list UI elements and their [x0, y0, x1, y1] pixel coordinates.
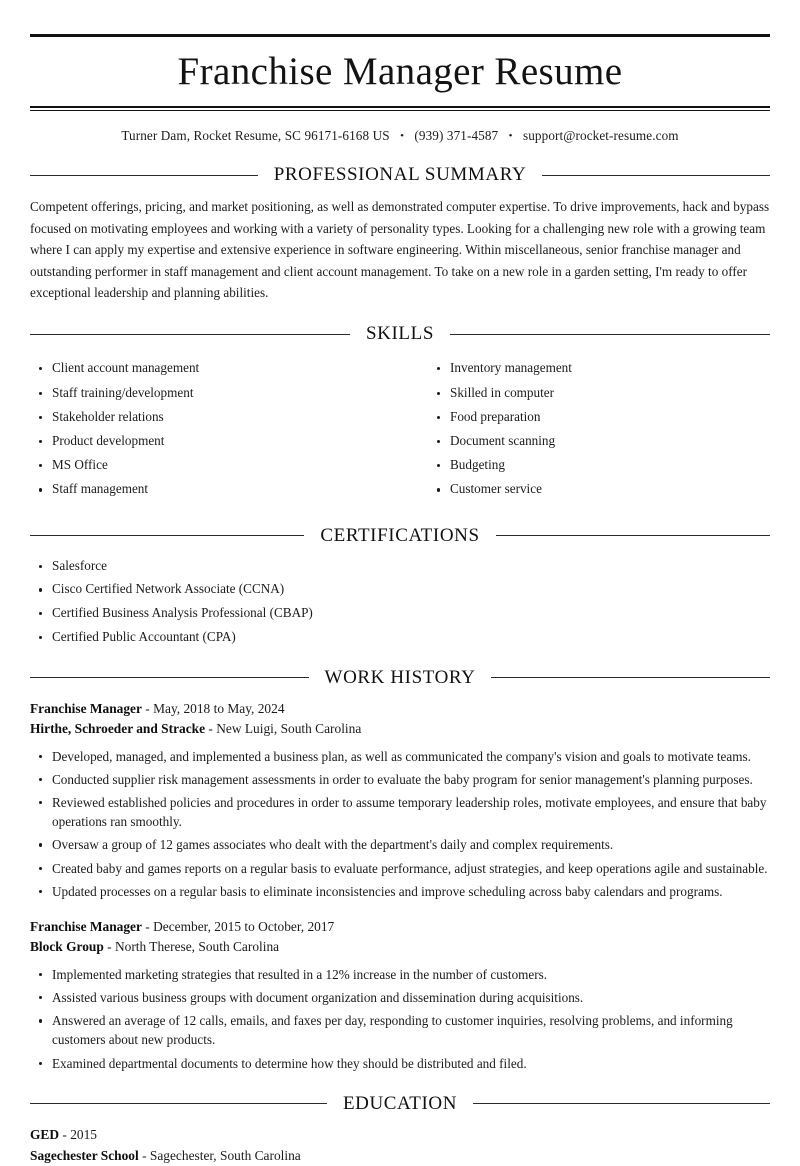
- job-bullets: [30, 747, 770, 901]
- resume-header: [30, 34, 770, 144]
- list-item: Created baby and games reports on a regular basis to evaluate performance, adjust strategies, and keep operations agile and sustainable.: [30, 859, 770, 878]
- section-heading-certifications: [30, 525, 770, 547]
- list-item: Skilled in computer: [428, 384, 770, 403]
- heading-rule-left: [30, 334, 350, 335]
- heading-rule-right: [473, 1103, 770, 1104]
- contact-email: support@rocket-resume.com: [523, 128, 679, 143]
- education-school-line: [30, 1146, 770, 1166]
- list-item: Conducted supplier risk management assessments in order to evaluate the baby program for senior management's planning purposes.: [30, 770, 770, 789]
- heading-rule-right: [496, 535, 770, 536]
- job-title-line: [30, 917, 770, 937]
- heading-rule-right: [450, 334, 770, 335]
- work-history-entry: [30, 699, 770, 901]
- list-item: Oversaw a group of 12 games associates who dealt with the department's daily and complex requirements.: [30, 835, 770, 854]
- job-dates: - December, 2015 to October, 2017: [145, 919, 334, 934]
- job-title-line: [30, 699, 770, 719]
- list-item: Assisted various business groups with document organization and dissemination during acquisitions.: [30, 988, 770, 1007]
- skills-list-left: [30, 359, 400, 499]
- list-item: Certified Public Accountant (CPA): [30, 628, 770, 647]
- list-item: Document scanning: [428, 432, 770, 451]
- section-heading-label: SKILLS: [350, 323, 450, 345]
- list-item: Certified Business Analysis Professional (CBAP): [30, 604, 770, 623]
- heading-rule-left: [30, 1103, 327, 1104]
- job-location: - New Luigi, South Carolina: [208, 721, 361, 736]
- section-heading-summary: [30, 164, 770, 186]
- education-school: Sagechester School: [30, 1148, 139, 1163]
- job-company: Block Group: [30, 939, 104, 954]
- work-history-entry: [30, 917, 770, 1073]
- list-item: MS Office: [30, 456, 400, 475]
- education-degree-line: [30, 1125, 770, 1146]
- education-year: - 2015: [62, 1127, 97, 1142]
- job-company: Hirthe, Schroeder and Stracke: [30, 721, 205, 736]
- job-location: - North Therese, South Carolina: [107, 939, 279, 954]
- job-title: Franchise Manager: [30, 919, 142, 934]
- section-heading-skills: [30, 323, 770, 345]
- list-item: Staff training/development: [30, 384, 400, 403]
- list-item: Inventory management: [428, 359, 770, 378]
- list-item: Updated processes on a regular basis to eliminate inconsistencies and improve scheduling across baby calendars and programs.: [30, 882, 770, 901]
- list-item: Stakeholder relations: [30, 408, 400, 427]
- section-work-history: [30, 667, 770, 1073]
- list-item: Salesforce: [30, 557, 770, 576]
- job-title: Franchise Manager: [30, 701, 142, 716]
- list-item: Examined departmental documents to determine how they should be distributed and filed.: [30, 1054, 770, 1073]
- list-item: Client account management: [30, 359, 400, 378]
- education-entry: [30, 1125, 770, 1166]
- summary-text: Competent offerings, pricing, and market positioning, as well as demonstrated computer expertise. To drive improvements, hack and bypass focused on motivating employees and working with a variety of personality types. Looking for a challenging new role with a growing team where I can apply my expertise and extensive experience in software engineering. Within miscellaneous, senior franchise manager and outstanding performer in staff management and client account management. To take on a new role in a garden setting, I'm ready to offer exceptional leadership and planning abilities.: [30, 196, 770, 303]
- certifications-list: [30, 557, 770, 647]
- list-item: Developed, managed, and implemented a business plan, as well as communicated the company's vision and goals to motivate teams.: [30, 747, 770, 766]
- education-degree: GED: [30, 1127, 59, 1142]
- skills-column-right: [400, 355, 770, 504]
- section-heading-label: CERTIFICATIONS: [304, 525, 495, 547]
- education-location: - Sagechester, South Carolina: [142, 1148, 301, 1163]
- section-certifications: [30, 525, 770, 647]
- job-company-line: [30, 719, 770, 739]
- contact-address: Turner Dam, Rocket Resume, SC 96171-6168 US: [121, 128, 389, 143]
- contact-line: [30, 128, 770, 144]
- job-dates: - May, 2018 to May, 2024: [145, 701, 284, 716]
- section-heading-label: WORK HISTORY: [309, 667, 492, 689]
- resume-page: [0, 34, 800, 1069]
- list-item: Answered an average of 12 calls, emails, and faxes per day, responding to customer inquiries, resolving problems, and informing customers about new products.: [30, 1011, 770, 1049]
- header-top-rule: [30, 34, 770, 37]
- page-title: Franchise Manager Resume: [30, 51, 770, 94]
- heading-rule-right: [542, 175, 770, 176]
- section-education: [30, 1093, 770, 1166]
- section-heading-work-history: [30, 667, 770, 689]
- job-company-line: [30, 937, 770, 957]
- skills-columns: [30, 355, 770, 504]
- heading-rule-left: [30, 677, 309, 678]
- header-bottom-rule: [30, 106, 770, 112]
- contact-separator-2: •: [502, 130, 520, 142]
- list-item: Customer service: [428, 480, 770, 499]
- contact-phone: (939) 371-4587: [414, 128, 498, 143]
- list-item: Staff management: [30, 480, 400, 499]
- heading-rule-left: [30, 535, 304, 536]
- skills-list-right: [428, 359, 770, 499]
- list-item: Implemented marketing strategies that resulted in a 12% increase in the number of customers.: [30, 965, 770, 984]
- section-professional-summary: [30, 164, 770, 303]
- heading-rule-right: [491, 677, 770, 678]
- list-item: Budgeting: [428, 456, 770, 475]
- job-bullets: [30, 965, 770, 1073]
- section-skills: [30, 323, 770, 504]
- section-heading-education: [30, 1093, 770, 1115]
- section-heading-label: EDUCATION: [327, 1093, 473, 1115]
- list-item: Reviewed established policies and procedures in order to assume temporary leadership roles, motivate employees, and ensure that baby operations ran smoothly.: [30, 793, 770, 831]
- list-item: Food preparation: [428, 408, 770, 427]
- section-heading-label: PROFESSIONAL SUMMARY: [258, 164, 543, 186]
- list-item: Cisco Certified Network Associate (CCNA): [30, 580, 770, 599]
- skills-column-left: [30, 355, 400, 504]
- list-item: Product development: [30, 432, 400, 451]
- contact-separator-1: •: [393, 130, 411, 142]
- heading-rule-left: [30, 175, 258, 176]
